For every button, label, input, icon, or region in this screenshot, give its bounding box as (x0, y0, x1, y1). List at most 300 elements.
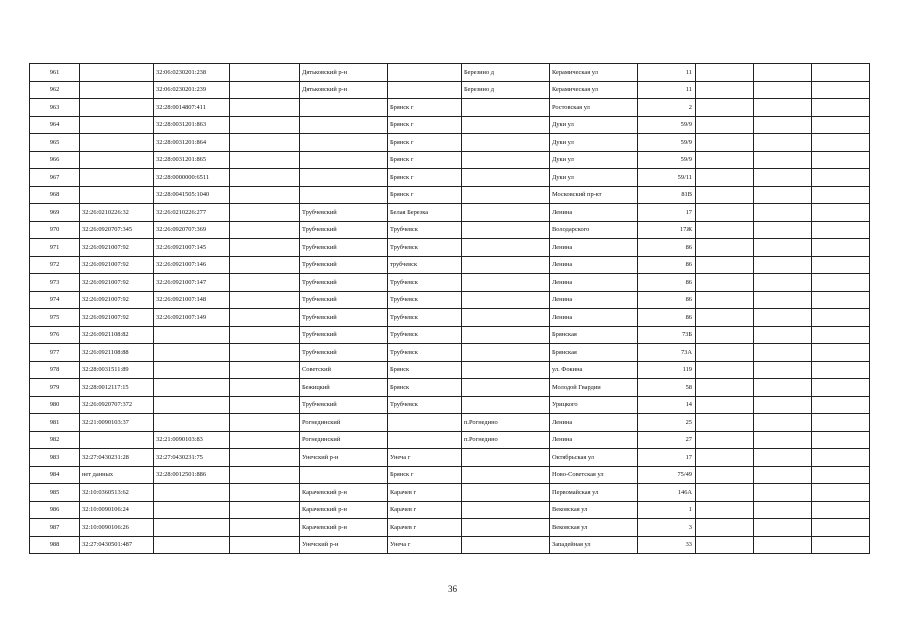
settlement-cell: Березино д (462, 81, 550, 99)
object-cadastral-number-cell: 32:28:0031201:863 (154, 116, 230, 134)
object-cadastral-number-cell: 32:28:0012501:886 (154, 466, 230, 484)
street-cell: Керамическая ул (550, 64, 638, 82)
object-cadastral-number-cell (154, 536, 230, 554)
street-cell: Ленина (550, 414, 638, 432)
district-cell (300, 116, 388, 134)
district-cell: Трубчевский (300, 221, 388, 239)
cadastral-number-cell: 32:26:0921007:92 (80, 274, 154, 292)
city-cell: Трубчевск (388, 326, 462, 344)
settlement-cell: п.Рогнедино (462, 431, 550, 449)
house-number-cell: 86 (638, 256, 696, 274)
city-cell: Трубчевск (388, 291, 462, 309)
blank-cell (696, 151, 754, 169)
settlement-cell (462, 536, 550, 554)
blank-cell (754, 134, 812, 152)
table-row (30, 221, 870, 239)
settlement-cell (462, 449, 550, 467)
page-number: 36 (448, 584, 457, 594)
object-cadastral-number-cell (154, 344, 230, 362)
blank-cell (696, 431, 754, 449)
settlement-cell: п.Рогнедино (462, 414, 550, 432)
city-cell: Трубчевск (388, 221, 462, 239)
cadastral-number-cell: 32:26:0210226:32 (80, 204, 154, 222)
table-row (30, 274, 870, 292)
street-cell: Дуки ул (550, 151, 638, 169)
blank-cell (812, 116, 870, 134)
blank-cell (754, 379, 812, 397)
cadastral-number-cell (80, 186, 154, 204)
row-number-cell: 972 (30, 256, 80, 274)
blank-cell (696, 239, 754, 257)
cadastral-number-cell (80, 81, 154, 99)
city-cell: Унеча г (388, 536, 462, 554)
row-number-cell: 988 (30, 536, 80, 554)
blank-cell (754, 221, 812, 239)
row-number-cell: 964 (30, 116, 80, 134)
house-number-cell: 14 (638, 396, 696, 414)
settlement-cell (462, 484, 550, 502)
city-cell: Брянск г (388, 134, 462, 152)
district-cell: Трубчевский (300, 326, 388, 344)
cadastral-number-cell: 32:10:0360513:62 (80, 484, 154, 502)
blank-cell (812, 256, 870, 274)
blank-cell (812, 501, 870, 519)
blank-cell (812, 484, 870, 502)
cadastral-number-cell (80, 99, 154, 117)
object-cadastral-number-cell (154, 501, 230, 519)
street-cell: Дуки ул (550, 116, 638, 134)
blank-cell (812, 134, 870, 152)
blank-cell (754, 344, 812, 362)
house-number-cell: 86 (638, 274, 696, 292)
street-cell: Ленина (550, 274, 638, 292)
settlement-cell (462, 169, 550, 187)
object-cadastral-number-cell (154, 414, 230, 432)
blank-cell (754, 519, 812, 537)
blank-cell (230, 414, 300, 432)
row-number-cell: 974 (30, 291, 80, 309)
blank-cell (696, 501, 754, 519)
object-cadastral-number-cell: 32:26:0921007:145 (154, 239, 230, 257)
house-number-cell: 75/49 (638, 466, 696, 484)
table-row (30, 116, 870, 134)
table-row (30, 536, 870, 554)
district-cell (300, 99, 388, 117)
blank-cell (754, 64, 812, 82)
cadastral-number-cell (80, 134, 154, 152)
object-cadastral-number-cell (154, 484, 230, 502)
object-cadastral-number-cell: 32:06:0230201:239 (154, 81, 230, 99)
settlement-cell (462, 501, 550, 519)
cadastral-number-cell (80, 169, 154, 187)
district-cell: Трубчевский (300, 396, 388, 414)
table-row (30, 151, 870, 169)
street-cell: Ново-Советская ул (550, 466, 638, 484)
district-cell: Карачевский р-н (300, 484, 388, 502)
blank-cell (696, 99, 754, 117)
district-cell: Рогнединский (300, 431, 388, 449)
city-cell: Брянск (388, 379, 462, 397)
cadastral-number-cell: 32:26:0920707:372 (80, 396, 154, 414)
row-number-cell: 983 (30, 449, 80, 467)
object-cadastral-number-cell: 32:28:0014807:411 (154, 99, 230, 117)
object-cadastral-number-cell (154, 396, 230, 414)
cadastral-number-cell: 32:26:0921007:92 (80, 291, 154, 309)
blank-cell (812, 414, 870, 432)
house-number-cell: 73А (638, 344, 696, 362)
street-cell: Керамическая ул (550, 81, 638, 99)
blank-cell (230, 484, 300, 502)
blank-cell (696, 134, 754, 152)
object-cadastral-number-cell (154, 326, 230, 344)
table-row (30, 519, 870, 537)
table-row (30, 204, 870, 222)
blank-cell (812, 379, 870, 397)
district-cell (300, 134, 388, 152)
object-cadastral-number-cell (154, 379, 230, 397)
blank-cell (230, 274, 300, 292)
blank-cell (754, 204, 812, 222)
blank-cell (754, 169, 812, 187)
cadastral-number-cell: 32:27:0430231:28 (80, 449, 154, 467)
table-row (30, 361, 870, 379)
table-row (30, 379, 870, 397)
object-cadastral-number-cell: 32:26:0921007:147 (154, 274, 230, 292)
blank-cell (230, 256, 300, 274)
district-cell: Трубчевский (300, 204, 388, 222)
street-cell: Ленина (550, 204, 638, 222)
blank-cell (754, 239, 812, 257)
district-cell (300, 466, 388, 484)
cadastral-number-cell: 32:26:0921108:88 (80, 344, 154, 362)
blank-cell (230, 536, 300, 554)
object-cadastral-number-cell: 32:28:0041505:1040 (154, 186, 230, 204)
row-number-cell: 987 (30, 519, 80, 537)
cadastral-number-cell: 32:10:0090106:26 (80, 519, 154, 537)
street-cell: Урицкого (550, 396, 638, 414)
row-number-cell: 985 (30, 484, 80, 502)
blank-cell (812, 151, 870, 169)
table-row (30, 414, 870, 432)
city-cell: Трубчевск (388, 396, 462, 414)
blank-cell (812, 344, 870, 362)
row-number-cell: 979 (30, 379, 80, 397)
cadastral-number-cell: 32:28:0031511:89 (80, 361, 154, 379)
city-cell: Унеча г (388, 449, 462, 467)
blank-cell (696, 414, 754, 432)
object-cadastral-number-cell: 32:28:0000000:6511 (154, 169, 230, 187)
blank-cell (696, 116, 754, 134)
city-cell (388, 431, 462, 449)
city-cell (388, 64, 462, 82)
blank-cell (812, 326, 870, 344)
blank-cell (230, 309, 300, 327)
blank-cell (696, 291, 754, 309)
street-cell: Вековская ул (550, 519, 638, 537)
table-row (30, 99, 870, 117)
blank-cell (230, 501, 300, 519)
table-row (30, 344, 870, 362)
cadastral-number-cell (80, 151, 154, 169)
city-cell (388, 414, 462, 432)
blank-cell (812, 466, 870, 484)
blank-cell (230, 431, 300, 449)
settlement-cell (462, 519, 550, 537)
blank-cell (696, 274, 754, 292)
row-number-cell: 977 (30, 344, 80, 362)
cadastral-number-cell: 32:10:0090106:24 (80, 501, 154, 519)
city-cell: Карачев г (388, 484, 462, 502)
city-cell: Трубчевск (388, 239, 462, 257)
object-cadastral-number-cell: 32:26:0920707:369 (154, 221, 230, 239)
street-cell: Ростовская ул (550, 99, 638, 117)
city-cell: Брянск (388, 361, 462, 379)
blank-cell (230, 204, 300, 222)
city-cell: Брянск г (388, 186, 462, 204)
blank-cell (812, 81, 870, 99)
table-row (30, 256, 870, 274)
table-body (30, 64, 870, 554)
cadastral-number-cell (80, 64, 154, 82)
street-cell: Западейная ул (550, 536, 638, 554)
row-number-cell: 967 (30, 169, 80, 187)
street-cell: ул. Фокина (550, 361, 638, 379)
blank-cell (230, 379, 300, 397)
settlement-cell (462, 344, 550, 362)
street-cell: Ленина (550, 291, 638, 309)
district-cell: Трубчевский (300, 256, 388, 274)
settlement-cell (462, 151, 550, 169)
blank-cell (812, 274, 870, 292)
street-cell: Брянская (550, 326, 638, 344)
cadastral-number-cell (80, 431, 154, 449)
object-cadastral-number-cell: 32:26:0921007:146 (154, 256, 230, 274)
settlement-cell (462, 379, 550, 397)
blank-cell (230, 81, 300, 99)
blank-cell (754, 99, 812, 117)
table-row (30, 239, 870, 257)
blank-cell (696, 449, 754, 467)
blank-cell (696, 186, 754, 204)
house-number-cell: 86 (638, 239, 696, 257)
street-cell: Ленина (550, 309, 638, 327)
blank-cell (696, 519, 754, 537)
blank-cell (812, 291, 870, 309)
blank-cell (696, 64, 754, 82)
house-number-cell: 25 (638, 414, 696, 432)
settlement-cell (462, 361, 550, 379)
house-number-cell: 11 (638, 64, 696, 82)
blank-cell (754, 274, 812, 292)
cadastral-number-cell: 32:21:0090103:37 (80, 414, 154, 432)
blank-cell (812, 449, 870, 467)
street-cell: Ленина (550, 256, 638, 274)
blank-cell (754, 256, 812, 274)
cadastral-number-cell: 32:28:0012117:15 (80, 379, 154, 397)
table-row (30, 309, 870, 327)
house-number-cell: 17 (638, 449, 696, 467)
blank-cell (230, 186, 300, 204)
table-row (30, 449, 870, 467)
blank-cell (754, 396, 812, 414)
row-number-cell: 973 (30, 274, 80, 292)
row-number-cell: 976 (30, 326, 80, 344)
city-cell: трубчевск (388, 256, 462, 274)
blank-cell (230, 64, 300, 82)
house-number-cell: 59/9 (638, 116, 696, 134)
row-number-cell: 980 (30, 396, 80, 414)
street-cell: Ленина (550, 431, 638, 449)
row-number-cell: 982 (30, 431, 80, 449)
blank-cell (812, 221, 870, 239)
settlement-cell (462, 99, 550, 117)
blank-cell (754, 116, 812, 134)
blank-cell (812, 309, 870, 327)
table-row (30, 186, 870, 204)
blank-cell (696, 361, 754, 379)
blank-cell (230, 134, 300, 152)
blank-cell (754, 291, 812, 309)
street-cell: Дуки ул (550, 134, 638, 152)
table-row (30, 484, 870, 502)
blank-cell (230, 151, 300, 169)
blank-cell (230, 396, 300, 414)
row-number-cell: 961 (30, 64, 80, 82)
object-cadastral-number-cell: 32:21:0090103:83 (154, 431, 230, 449)
city-cell: Трубчевск (388, 344, 462, 362)
district-cell: Унечский р-н (300, 449, 388, 467)
district-cell: Трубчевский (300, 274, 388, 292)
street-cell: Московский пр-кт (550, 186, 638, 204)
settlement-cell (462, 274, 550, 292)
blank-cell (754, 81, 812, 99)
district-cell (300, 151, 388, 169)
row-number-cell: 978 (30, 361, 80, 379)
settlement-cell (462, 116, 550, 134)
blank-cell (754, 361, 812, 379)
district-cell: Карачевский р-н (300, 519, 388, 537)
blank-cell (812, 99, 870, 117)
table-row (30, 501, 870, 519)
house-number-cell: 86 (638, 291, 696, 309)
object-cadastral-number-cell: 32:26:0210226:277 (154, 204, 230, 222)
row-number-cell: 981 (30, 414, 80, 432)
cadastral-number-cell: 32:27:0430501:487 (80, 536, 154, 554)
row-number-cell: 984 (30, 466, 80, 484)
settlement-cell (462, 186, 550, 204)
row-number-cell: 965 (30, 134, 80, 152)
blank-cell (812, 169, 870, 187)
blank-cell (754, 151, 812, 169)
house-number-cell: 86 (638, 309, 696, 327)
blank-cell (696, 204, 754, 222)
district-cell: Советский (300, 361, 388, 379)
settlement-cell (462, 466, 550, 484)
row-number-cell: 963 (30, 99, 80, 117)
house-number-cell: 73Б (638, 326, 696, 344)
blank-cell (754, 484, 812, 502)
row-number-cell: 975 (30, 309, 80, 327)
city-cell (388, 81, 462, 99)
house-number-cell: 1 (638, 501, 696, 519)
object-cadastral-number-cell (154, 361, 230, 379)
table-row (30, 326, 870, 344)
cadastral-number-cell: нет данных (80, 466, 154, 484)
blank-cell (230, 239, 300, 257)
blank-cell (230, 221, 300, 239)
house-number-cell: 58 (638, 379, 696, 397)
district-cell: Трубчевский (300, 344, 388, 362)
city-cell: Трубчевск (388, 309, 462, 327)
city-cell: Брянск г (388, 116, 462, 134)
district-cell: Трубчевский (300, 291, 388, 309)
cadastral-number-cell: 32:26:0921108:82 (80, 326, 154, 344)
settlement-cell (462, 204, 550, 222)
blank-cell (696, 256, 754, 274)
blank-cell (754, 501, 812, 519)
settlement-cell (462, 239, 550, 257)
district-cell (300, 169, 388, 187)
blank-cell (812, 396, 870, 414)
city-cell: Трубчевск (388, 274, 462, 292)
blank-cell (696, 81, 754, 99)
house-number-cell: 146А (638, 484, 696, 502)
settlement-cell: Березино д (462, 64, 550, 82)
table-row (30, 64, 870, 82)
object-cadastral-number-cell: 32:26:0921007:148 (154, 291, 230, 309)
house-number-cell: 2 (638, 99, 696, 117)
blank-cell (696, 221, 754, 239)
row-number-cell: 966 (30, 151, 80, 169)
blank-cell (230, 99, 300, 117)
blank-cell (754, 536, 812, 554)
street-cell: Вековская ул (550, 501, 638, 519)
house-number-cell: 119 (638, 361, 696, 379)
blank-cell (754, 449, 812, 467)
blank-cell (754, 431, 812, 449)
street-cell: Ленина (550, 239, 638, 257)
blank-cell (696, 396, 754, 414)
cadastral-number-cell: 32:26:0920707:345 (80, 221, 154, 239)
row-number-cell: 969 (30, 204, 80, 222)
blank-cell (230, 361, 300, 379)
city-cell: Брянск г (388, 466, 462, 484)
row-number-cell: 971 (30, 239, 80, 257)
settlement-cell (462, 256, 550, 274)
settlement-cell (462, 309, 550, 327)
settlement-cell (462, 291, 550, 309)
blank-cell (230, 449, 300, 467)
city-cell: Карачев г (388, 501, 462, 519)
blank-cell (754, 466, 812, 484)
object-cadastral-number-cell: 32:06:0230201:238 (154, 64, 230, 82)
blank-cell (812, 204, 870, 222)
street-cell: Октябрьская ул (550, 449, 638, 467)
blank-cell (812, 536, 870, 554)
district-cell: Карачевский р-н (300, 501, 388, 519)
district-cell: Унечский р-н (300, 536, 388, 554)
blank-cell (230, 466, 300, 484)
street-cell: Брянская (550, 344, 638, 362)
blank-cell (696, 466, 754, 484)
row-number-cell: 968 (30, 186, 80, 204)
blank-cell (696, 484, 754, 502)
house-number-cell: 11 (638, 81, 696, 99)
house-number-cell: 3 (638, 519, 696, 537)
blank-cell (696, 169, 754, 187)
blank-cell (230, 519, 300, 537)
street-cell: Молодой Гвардии (550, 379, 638, 397)
